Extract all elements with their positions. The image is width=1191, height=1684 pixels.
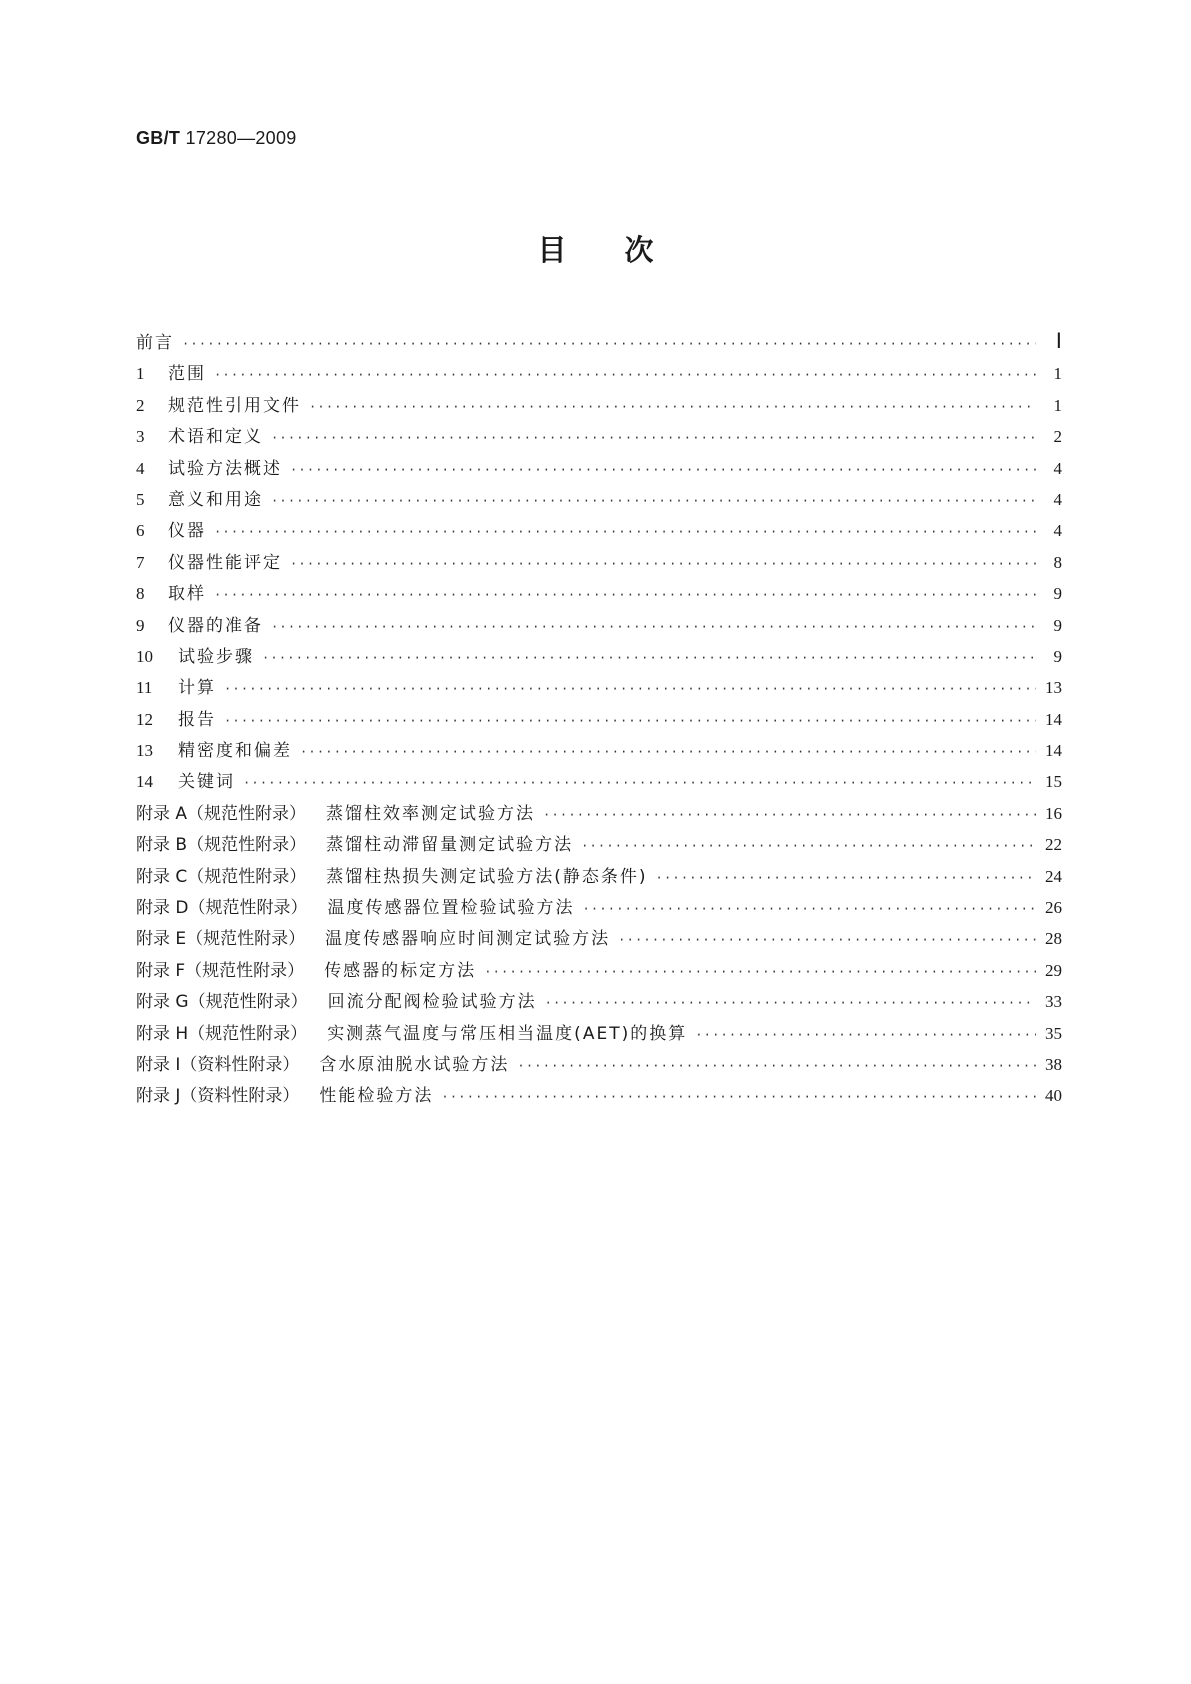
toc-entry-number: 9 <box>136 615 145 635</box>
toc-entry-page: 38 <box>1045 1054 1062 1074</box>
appendix-prefix: 附录 F（规范性附录） <box>136 960 305 981</box>
toc-entry-number: 14 <box>136 772 153 792</box>
toc-entry-label: 实测蒸气温度与常压相当温度(AET)的换算 <box>327 1023 688 1044</box>
toc-entry-appendix[interactable] <box>136 893 1062 924</box>
toc-entry-appendix[interactable] <box>136 924 1062 955</box>
toc-entry-number: 2 <box>136 395 145 415</box>
toc-entry-page: 9 <box>1053 646 1062 666</box>
toc-entry-page: Ⅰ <box>1055 329 1062 353</box>
toc-entry-label: 含水原油脱水试验方法 <box>319 1054 510 1075</box>
toc-entry-section[interactable] <box>136 359 1062 390</box>
toc-entry-label: 试验方法概述 <box>168 458 282 479</box>
appendix-prefix: 附录 J（资料性附录） <box>136 1086 300 1107</box>
toc-entry-label: 范围 <box>168 364 206 385</box>
dot-leader <box>214 368 1036 382</box>
toc-entry-page: 8 <box>1053 552 1062 572</box>
dot-leader <box>695 1028 1036 1042</box>
toc-entry-label: 传感器的标定方法 <box>324 960 477 981</box>
toc-entry-page: 14 <box>1045 741 1062 761</box>
toc-entry-page: 1 <box>1053 395 1062 415</box>
toc-entry-number: 5 <box>136 489 145 509</box>
toc-entry-section[interactable] <box>136 548 1062 579</box>
dot-leader <box>224 682 1036 696</box>
toc-entry-number: 11 <box>136 678 153 698</box>
toc-entry-page: 9 <box>1053 615 1062 635</box>
dot-leader <box>517 1059 1036 1073</box>
dot-leader <box>182 337 1036 351</box>
toc-entry-number: 4 <box>136 458 145 478</box>
toc-entry-appendix[interactable] <box>136 1081 1062 1112</box>
toc-entry-label: 仪器性能评定 <box>168 552 282 573</box>
toc-entry-section[interactable] <box>136 579 1062 610</box>
toc-entry-number: 12 <box>136 709 153 729</box>
toc-entry-label: 前言 <box>136 333 174 353</box>
toc-entry-page: 4 <box>1053 521 1062 541</box>
toc-entry-page: 35 <box>1045 1023 1062 1043</box>
toc-entry-page: 4 <box>1053 458 1062 478</box>
toc-entry-page: 13 <box>1045 678 1062 698</box>
toc-entry-label: 精密度和偏差 <box>178 741 292 762</box>
dot-leader <box>309 400 1036 414</box>
dot-leader <box>545 996 1036 1010</box>
toc-entry-foreword[interactable] <box>136 328 1062 359</box>
toc-entry-label: 蒸馏柱动滞留量测定试验方法 <box>326 835 574 856</box>
dot-leader <box>271 620 1036 634</box>
toc-entry-label: 仪器的准备 <box>168 615 263 636</box>
dot-leader <box>300 745 1036 759</box>
dot-leader <box>484 965 1036 979</box>
toc-entry-label: 回流分配阀检验试验方法 <box>327 992 537 1013</box>
toc-entry-label: 试验步骤 <box>178 646 254 667</box>
toc-entry-number: 1 <box>136 364 145 384</box>
toc-entry-label: 计算 <box>178 678 216 699</box>
dot-leader <box>271 431 1036 445</box>
toc-entry-number: 10 <box>136 646 153 666</box>
dot-leader <box>290 557 1036 571</box>
appendix-prefix: 附录 E（规范性附录） <box>136 929 306 950</box>
toc-entry-section[interactable] <box>136 673 1062 704</box>
page-title: 目次 <box>537 233 712 267</box>
toc-entry-appendix[interactable] <box>136 1019 1062 1050</box>
toc-entry-page: 16 <box>1045 803 1062 823</box>
toc-entry-page: 22 <box>1045 835 1062 855</box>
dot-leader <box>262 651 1036 665</box>
toc-entry-page: 4 <box>1053 489 1062 509</box>
dot-leader <box>290 463 1036 477</box>
toc-entry-appendix[interactable] <box>136 830 1062 861</box>
toc-entry-section[interactable] <box>136 485 1062 516</box>
standard-number: 17280—2009 <box>185 128 297 148</box>
dot-leader <box>618 933 1036 947</box>
toc-entry-label: 仪器 <box>168 521 206 542</box>
dot-leader <box>543 808 1036 822</box>
dot-leader <box>214 588 1036 602</box>
toc-entry-appendix[interactable] <box>136 987 1062 1018</box>
toc-entry-page: 2 <box>1053 427 1062 447</box>
toc-entry-page: 26 <box>1045 898 1062 918</box>
dot-leader <box>583 902 1037 916</box>
toc-entry-page: 15 <box>1045 772 1062 792</box>
toc-entry-label: 性能检验方法 <box>319 1086 434 1107</box>
toc-entry-page: 9 <box>1053 584 1062 604</box>
toc-entry-section[interactable] <box>136 454 1062 485</box>
appendix-prefix: 附录 D（规范性附录） <box>136 898 308 919</box>
toc-entry-section[interactable] <box>136 736 1062 767</box>
toc-entry-label: 意义和用途 <box>168 489 263 510</box>
toc-entry-label: 蒸馏柱效率测定试验方法 <box>326 803 536 824</box>
toc-entry-appendix[interactable] <box>136 862 1062 893</box>
standard-code <box>136 128 297 149</box>
dot-leader <box>581 839 1036 853</box>
toc-entry-label: 报告 <box>178 709 216 730</box>
toc-entry-section[interactable] <box>136 391 1062 422</box>
toc-entry-page: 40 <box>1045 1086 1062 1106</box>
toc-entry-number: 3 <box>136 427 145 447</box>
appendix-prefix: 附录 H（规范性附录） <box>136 1023 308 1044</box>
toc-entry-page: 29 <box>1045 960 1062 980</box>
toc-entry-number: 8 <box>136 584 145 604</box>
standard-prefix: GB/T <box>136 128 181 148</box>
toc-entry-label: 规范性引用文件 <box>168 395 301 416</box>
appendix-prefix: 附录 G（规范性附录） <box>136 992 308 1013</box>
toc-entry-section[interactable] <box>136 767 1062 798</box>
toc-entry-page: 28 <box>1045 929 1062 949</box>
toc-entry-appendix[interactable] <box>136 956 1062 987</box>
toc-entry-page: 33 <box>1045 992 1062 1012</box>
dot-leader <box>271 494 1036 508</box>
toc-entry-label: 取样 <box>168 584 206 605</box>
toc-entry-number: 7 <box>136 552 145 572</box>
toc-entry-page: 14 <box>1045 709 1062 729</box>
toc-entry-label: 温度传感器响应时间测定试验方法 <box>325 929 611 950</box>
dot-leader <box>656 871 1036 885</box>
dot-leader <box>214 525 1036 539</box>
toc-entry-appendix[interactable] <box>136 799 1062 830</box>
toc-entry-section[interactable] <box>136 516 1062 547</box>
toc-entry-section[interactable] <box>136 611 1062 642</box>
toc-entry-number: 13 <box>136 741 153 761</box>
toc-entry-section[interactable] <box>136 422 1062 453</box>
toc-entry-label: 蒸馏柱热损失测定试验方法(静态条件) <box>326 866 648 887</box>
toc-entry-appendix[interactable] <box>136 1050 1062 1081</box>
table-of-contents <box>136 328 1062 1113</box>
appendix-prefix: 附录 C（规范性附录） <box>136 866 307 887</box>
toc-entry-section[interactable] <box>136 705 1062 736</box>
appendix-prefix: 附录 B（规范性附录） <box>136 835 307 856</box>
toc-entry-section[interactable] <box>136 642 1062 673</box>
appendix-prefix: 附录 A（规范性附录） <box>136 803 307 824</box>
toc-entry-page: 24 <box>1045 866 1062 886</box>
toc-entry-number: 6 <box>136 521 145 541</box>
toc-entry-label: 关键词 <box>178 772 235 793</box>
appendix-prefix: 附录 I（资料性附录） <box>136 1054 300 1075</box>
dot-leader <box>243 776 1036 790</box>
toc-entry-label: 术语和定义 <box>168 427 263 448</box>
dot-leader <box>441 1090 1036 1104</box>
toc-entry-page: 1 <box>1053 364 1062 384</box>
toc-entry-label: 温度传感器位置检验试验方法 <box>327 898 575 919</box>
dot-leader <box>224 714 1036 728</box>
